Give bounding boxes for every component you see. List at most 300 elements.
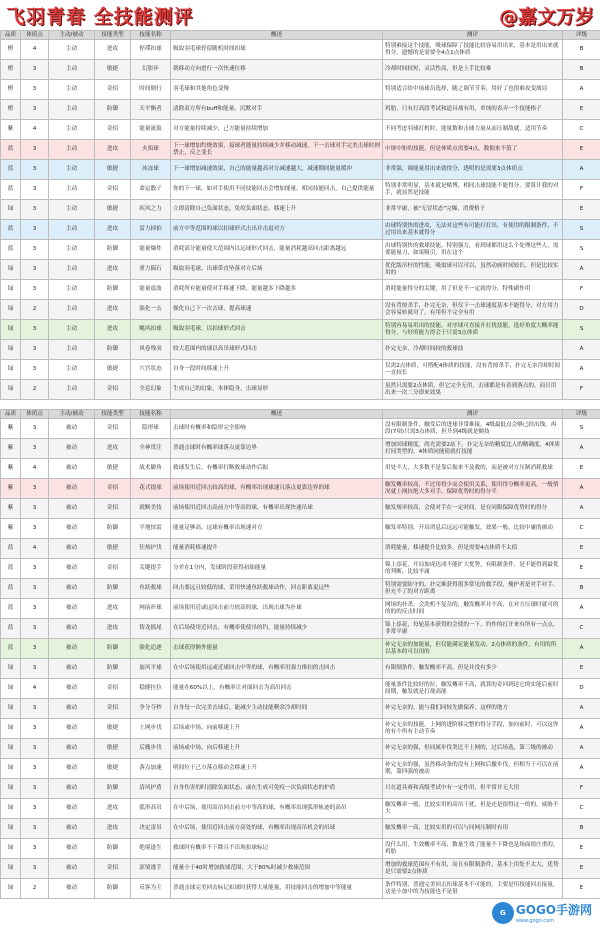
cell-description: 能量消耗移速提升 xyxy=(171,539,383,559)
cell-grade: A xyxy=(563,160,600,180)
cell-mode: 主动 xyxy=(49,320,95,340)
cell-mode: 主动 xyxy=(49,200,95,220)
cell-skill-name: 落点加速 xyxy=(131,759,171,779)
cell-quality: 蓝 xyxy=(1,579,21,599)
table-row xyxy=(1,659,600,679)
col-header-cost: 体质点 xyxy=(21,31,49,40)
cell-description: 明间位于己方落点移动会移速上升 xyxy=(171,759,383,779)
cell-cost: 3 xyxy=(21,100,49,120)
cell-type: 奇招 xyxy=(95,80,131,100)
cell-description: 后场或中场，向前移速上升 xyxy=(171,719,383,739)
cell-review: 消耗能量得分的关键，用了但是不一定就得分，特殊副作用 xyxy=(383,280,563,300)
table-row xyxy=(1,719,600,739)
cell-grade: E xyxy=(563,839,600,859)
cell-type: 奇招 xyxy=(95,180,131,200)
cell-review: 特别适合给中场球员选择，随之调节节奏，用好了也很难攻变战局 xyxy=(383,80,563,100)
cell-skill-name: 风卷残羽 xyxy=(131,340,171,360)
cell-type: 进攻 xyxy=(95,140,131,160)
table-row xyxy=(1,499,600,519)
cell-mode: 被动 xyxy=(49,559,95,579)
cell-cost: 2 xyxy=(21,879,49,899)
cell-description: 能量小于40时增加救球范围，大于80%时减少救球范围 xyxy=(171,859,383,879)
cell-cost: 2 xyxy=(21,380,49,400)
cell-cost: 3 xyxy=(21,140,49,160)
cell-grade: E xyxy=(563,459,600,479)
table-row xyxy=(1,340,600,360)
cell-description: 击球获得额外能量 xyxy=(171,639,383,659)
cell-skill-name: 网前扑球 xyxy=(131,599,171,619)
col-header-quality: 品质 xyxy=(1,410,21,419)
cell-skill-name: 时间倒行 xyxy=(131,80,171,100)
cell-grade: E xyxy=(563,539,600,559)
cell-description: 前场使用近回击高前方中等高的球，有概率出现快速吊球 xyxy=(171,499,383,519)
table-row xyxy=(1,80,600,100)
cell-description: 救球时有概率不下降且不出现扣球标记 xyxy=(171,839,383,859)
cell-description: 生成自己的幻象，本体隐身，击球显形 xyxy=(171,380,383,400)
cell-quality: 紫 xyxy=(1,479,21,499)
cell-type: 防御 xyxy=(95,280,131,300)
cell-quality: 绿 xyxy=(1,759,21,779)
cell-type: 进攻 xyxy=(95,619,131,639)
cell-quality: 橙 xyxy=(1,100,21,120)
cell-skill-name: 天平衡者 xyxy=(131,100,171,120)
cell-quality: 绿 xyxy=(1,260,21,280)
cell-mode: 被动 xyxy=(49,819,95,839)
cell-type: 敏捷 xyxy=(95,759,131,779)
table-row xyxy=(1,100,600,120)
cell-review: 网场的扑杀，会洗机不复杂的，触发概率并不高，在对方压球时就可的的的的反击时间 xyxy=(383,599,563,619)
cell-type: 敏捷 xyxy=(95,459,131,479)
cell-grade: A xyxy=(563,599,600,619)
cell-type: 奇招 xyxy=(95,419,131,439)
cell-type: 进攻 xyxy=(95,799,131,819)
cell-cost: 3 xyxy=(21,419,49,439)
cell-description: 羽毛球和其他角色变慢 xyxy=(171,80,383,100)
cell-mode: 主动 xyxy=(49,360,95,380)
cell-review: 虽然只需要2点体质，但它完全无用，击球都是有着到落点的，而且用出来一次二分即来效果 xyxy=(383,380,563,400)
col-header-desc: 概述 xyxy=(171,410,383,419)
cell-grade: A xyxy=(563,479,600,499)
cell-mode: 主动 xyxy=(49,40,95,60)
cell-skill-name: 反客为主 xyxy=(131,879,171,899)
cell-description: 回击要远且较低的球，采用快速鱼跃救球动作，回击距离更远些 xyxy=(171,579,383,599)
cell-review: 鸡肋，只有打高段考试和道具战有用，单纯的表弄一个技能格子 xyxy=(383,100,563,120)
cell-skill-name: 铸龙摇尾 xyxy=(131,619,171,639)
cell-skill-name: 能量流取 xyxy=(131,120,171,140)
col-header-cost: 体质点 xyxy=(21,410,49,419)
cell-mode: 主动 xyxy=(49,120,95,140)
cell-mode: 被动 xyxy=(49,639,95,659)
cell-description: 在中后场，使用近回击前方高处的球，有概率出现高吊机会的吊球 xyxy=(171,819,383,839)
cell-review: 有限制条件，触发概率不高，但是并没有多少 xyxy=(383,659,563,679)
cell-mode: 被动 xyxy=(49,799,95,819)
cell-description: 前方中等范围的球以扣球形式击出并击退对方 xyxy=(171,220,383,240)
cell-cost: 3 xyxy=(21,779,49,799)
cell-mode: 主动 xyxy=(49,180,95,200)
cell-quality: 绿 xyxy=(1,200,21,220)
cell-quality: 蓝 xyxy=(1,180,21,200)
section-gap xyxy=(0,400,600,409)
cell-mode: 被动 xyxy=(49,679,95,699)
cell-cost: 4 xyxy=(21,120,49,140)
cell-grade: E xyxy=(563,559,600,579)
table-row xyxy=(1,120,600,140)
cell-cost: 3 xyxy=(21,519,49,539)
cell-grade: S xyxy=(563,419,600,439)
cell-type: 防御 xyxy=(95,579,131,599)
table-row xyxy=(1,380,600,400)
cell-description: 立即清除自己负面状态，免疫负面状态，移速上升 xyxy=(171,200,383,220)
cell-type: 防御 xyxy=(95,839,131,859)
cell-grade: E xyxy=(563,100,600,120)
cell-quality: 紫 xyxy=(1,439,21,459)
cell-type: 防御 xyxy=(95,779,131,799)
cell-mode: 被动 xyxy=(49,459,95,479)
cell-quality: 蓝 xyxy=(1,539,21,559)
cell-skill-name: 冰冻球 xyxy=(131,160,171,180)
table-row xyxy=(1,819,600,839)
table-row xyxy=(1,180,600,200)
cell-quality: 蓝 xyxy=(1,220,21,240)
cell-review: 触发率特别，开局消息后远远可能触发，效果一般，比较中庸的被动 xyxy=(383,519,563,539)
cell-quality: 绿 xyxy=(1,280,21,300)
cell-type: 敏捷 xyxy=(95,200,131,220)
cell-cost: 3 xyxy=(21,280,49,300)
table-header-row xyxy=(1,31,600,40)
cell-review: 补完无奈的，能与我们同较先做保养，这样的地方 xyxy=(383,699,563,719)
watermark-sub: www.gogo.com xyxy=(515,918,554,924)
cell-review: 没有背掠杀手，扑完无奈，但仅下一击球速度基本不能得分，对方用力会容易转就对了，有用但不完全有用 xyxy=(383,300,563,320)
cell-description: 较大范围内的球以高吊球形式回击 xyxy=(171,340,383,360)
col-header-desc: 概述 xyxy=(171,31,383,40)
watermark-text: GOGO手游网 xyxy=(515,903,592,917)
cell-grade: A xyxy=(563,739,600,759)
table-row xyxy=(1,839,600,859)
cell-type: 防御 xyxy=(95,240,131,260)
cell-quality: 蓝 xyxy=(1,140,21,160)
cell-mode: 被动 xyxy=(49,419,95,439)
cell-quality: 绿 xyxy=(1,679,21,699)
cell-review: 触发概率一般，比较实用的高吊干扰，但是还是很得这一的的，威胁不大 xyxy=(383,799,563,819)
cell-quality: 绿 xyxy=(1,340,21,360)
cell-skill-name: 上网步伐 xyxy=(131,719,171,739)
cell-mode: 主动 xyxy=(49,300,95,320)
cell-skill-name: 关键提手 xyxy=(131,559,171,579)
cell-cost: 4 xyxy=(21,539,49,559)
cell-type: 防御 xyxy=(95,519,131,539)
active-skills-body xyxy=(1,40,600,400)
cell-description: 前场或中场，向后移速上升 xyxy=(171,739,383,759)
cell-mode: 被动 xyxy=(49,879,95,899)
cell-mode: 被动 xyxy=(49,659,95,679)
cell-skill-name: 绝境逢生 xyxy=(131,839,171,859)
cell-cost: 3 xyxy=(21,639,49,659)
cell-review: 补完无奈的强，但同属步伐类比不上网的，过后场选，第三级的被动 xyxy=(383,739,563,759)
cell-cost: 3 xyxy=(21,160,49,180)
table-row xyxy=(1,240,600,260)
cell-review: 中规中矩的技能，但是体质点需要4点，数据来不值了 xyxy=(383,140,563,160)
cell-review: 特别需要防守的，扑完难获得很多常见的救手段，掩护者是对手对手，但充不了的对方距离 xyxy=(383,579,563,599)
cell-grade: D xyxy=(563,679,600,699)
passive-skills-body xyxy=(1,419,600,899)
cell-cost: 3 xyxy=(21,659,49,679)
cell-grade: A xyxy=(563,499,600,519)
cell-type: 进攻 xyxy=(95,300,131,320)
cell-skill-name: 稳健拉拉 xyxy=(131,679,171,699)
cell-grade: E xyxy=(563,879,600,899)
cell-cost: 3 xyxy=(21,220,49,240)
cell-description: 对方能量持续减少，己方能量持续增加 xyxy=(171,120,383,140)
cell-quality: 绿 xyxy=(1,779,21,799)
cell-quality: 绿 xyxy=(1,360,21,380)
table-row xyxy=(1,699,600,719)
col-header-review: 测评 xyxy=(383,410,563,419)
cell-review: 增加回球精度，尚光需要2站下，扑完无奈的精度比人的精确度，4体质打同类型的，4体质同能使就打技能 xyxy=(383,439,563,459)
cell-review: 没有限制条件，触发后的进球非常难接，4级最低点会够已经出线，再段(7项)只需3点体质，但升到4级就是额技 xyxy=(383,419,563,439)
cell-review: 仅需2点体质，可搭配4体质的技能，没有背掠杀手，扑完无奈冷却时间一直较长 xyxy=(383,360,563,380)
cell-cost: 3 xyxy=(21,819,49,839)
cell-skill-name: 能量爆炸 xyxy=(131,240,171,260)
cell-review: 非常强，调能量用出来就得分，透明的是需要3点体质点 xyxy=(383,160,563,180)
cell-skill-name: 火焰球 xyxy=(131,140,171,160)
cell-review: 冷却时间较短，灵活性高，但是上手比较难 xyxy=(383,60,563,80)
cell-type: 敏捷 xyxy=(95,360,131,380)
passive-skills-table xyxy=(0,409,600,899)
cell-review: 锦上添花，每轮基本获得的会使的一下，钓作的打开来有所有一点点，非常平庸 xyxy=(383,619,563,639)
cell-review: 由球特别快的进攻，无法对这些有可能打打出，有使用的限制条件，不过用出来基本就得分 xyxy=(383,220,563,240)
cell-cost: 3 xyxy=(21,240,49,260)
cell-grade: F xyxy=(563,180,600,200)
cell-mode: 被动 xyxy=(49,619,95,639)
cell-description: 能量足够高，远球有概率出现速对方 xyxy=(171,519,383,539)
cell-skill-name: 隐形球 xyxy=(131,419,171,439)
cell-skill-name: 强化追逐 xyxy=(131,639,171,659)
cell-mode: 被动 xyxy=(49,519,95,539)
cell-quality: 绿 xyxy=(1,879,21,899)
cell-description: 朝移动方向进行一次快速位移 xyxy=(171,60,383,80)
cell-cost: 3 xyxy=(21,260,49,280)
table-row xyxy=(1,439,600,459)
cell-type: 进攻 xyxy=(95,599,131,619)
cell-review: 消耗能量，移速提升比较多，但是需要4点体质不太值 xyxy=(383,539,563,559)
cell-grade: A xyxy=(563,439,600,459)
cell-cost: 4 xyxy=(21,679,49,699)
cell-description: 清除双方所有buff和能量，沉默对手 xyxy=(171,100,383,120)
cell-type: 防御 xyxy=(95,100,131,120)
cell-cost: 3 xyxy=(21,599,49,619)
cell-review: 补完无奈的加能量，但仅能满足能量发动，2点体质的条件，有用的所以基本的可以用的 xyxy=(383,639,563,659)
cell-quality: 橙 xyxy=(1,60,21,80)
cell-grade: B xyxy=(563,819,600,839)
cell-mode: 被动 xyxy=(49,579,95,599)
table-row xyxy=(1,160,600,180)
cell-quality: 绿 xyxy=(1,819,21,839)
cell-quality: 绿 xyxy=(1,799,21,819)
cell-skill-name: 雷力掉拍 xyxy=(131,220,171,240)
cell-quality: 橙 xyxy=(1,40,21,60)
cell-review: 没什么用，生效概率不高，数量生效了能量不下降也是场面很庄重的，鸡肋 xyxy=(383,839,563,859)
col-header-grade: 评级 xyxy=(563,410,600,419)
cell-type: 防御 xyxy=(95,340,131,360)
active-skills-table xyxy=(0,30,600,400)
cell-skill-name: 旋风平球 xyxy=(131,659,171,679)
cell-type: 防御 xyxy=(95,879,131,899)
cell-quality: 蓝 xyxy=(1,639,21,659)
table-row xyxy=(1,539,600,559)
table-row xyxy=(1,40,600,60)
cell-description: 救球发生后，有概率打断救球动作后振 xyxy=(171,459,383,479)
cell-quality: 紫 xyxy=(1,120,21,140)
cell-description: 自身伤害的时清除负面状态，或在生成可免疫一次负面状态的护盾 xyxy=(171,779,383,799)
cell-review: 特别难接这个技能，吸球保障了技能比较容易用出来，基本是用出来就得分，遗憾的是需要全4点1点体质 xyxy=(383,40,563,60)
cell-mode: 主动 xyxy=(49,380,95,400)
cell-grade: E xyxy=(563,140,600,160)
gogo-logo-icon xyxy=(492,902,514,924)
cell-skill-name: 狂热护伐 xyxy=(131,539,171,559)
cell-mode: 被动 xyxy=(49,599,95,619)
cell-type: 防御 xyxy=(95,639,131,659)
cell-grade: F xyxy=(563,779,600,799)
table-row xyxy=(1,559,600,579)
banner xyxy=(0,0,600,30)
cell-mode: 主动 xyxy=(49,340,95,360)
table-row xyxy=(1,280,600,300)
cell-skill-name: 重力陨石 xyxy=(131,260,171,280)
col-header-type: 技能类型 xyxy=(95,410,131,419)
col-header-mode: 主动/被动 xyxy=(49,31,95,40)
cell-grade: A xyxy=(563,639,600,659)
cell-description: 分差在1分内，发球阶段获得初始能量 xyxy=(171,559,383,579)
cell-skill-name: 平地惊雷 xyxy=(131,519,171,539)
cell-cost: 3 xyxy=(21,479,49,499)
cell-cost: 3 xyxy=(21,360,49,380)
cell-type: 奇招 xyxy=(95,559,131,579)
table-row xyxy=(1,879,600,899)
table-row xyxy=(1,619,600,639)
col-header-grade: 评级 xyxy=(563,31,600,40)
cell-cost: 2 xyxy=(21,300,49,320)
table-row xyxy=(1,200,600,220)
cell-type: 防御 xyxy=(95,659,131,679)
table-row xyxy=(1,859,600,879)
cell-review: 条件特别，普通完美回击扣球基本不可能的，主要是用技能回击接量，这是小加中的为技能也不是很 xyxy=(383,879,563,899)
cell-description: 消耗部分能量使大范围内以远球形式回击，能量消耗越高回击距离越远 xyxy=(171,240,383,260)
cell-skill-name: 决定雷吊 xyxy=(131,819,171,839)
cell-quality: 蓝 xyxy=(1,599,21,619)
cell-quality: 绿 xyxy=(1,300,21,320)
cell-mode: 主动 xyxy=(49,240,95,260)
cell-skill-name: 涩境逃手 xyxy=(131,859,171,879)
cell-grade: A xyxy=(563,759,600,779)
cell-cost: 3 xyxy=(21,699,49,719)
cell-type: 奇招 xyxy=(95,699,131,719)
cell-grade: E xyxy=(563,659,600,679)
cell-skill-name: 停滞扣球 xyxy=(131,40,171,60)
cell-review: 触发概率较高，不过用得少而会使用关系，使用得分概率更高，一般情况就上网抗绝大多对手，保障优势时的得分半 xyxy=(383,479,563,499)
cell-grade: A xyxy=(563,699,600,719)
cell-cost: 3 xyxy=(21,80,49,100)
cell-skill-name: 幻影步 xyxy=(131,60,171,80)
cell-description: 前场使用近回击较高的球，有概率出现球速且落点更靠边界的球 xyxy=(171,479,383,499)
cell-mode: 被动 xyxy=(49,439,95,459)
cell-skill-name: 弧形高吊 xyxy=(131,799,171,819)
cell-skill-name: 就断美技 xyxy=(131,499,171,519)
cell-quality: 蓝 xyxy=(1,619,21,639)
cell-quality: 紫 xyxy=(1,519,21,539)
cell-review: 出球特别快的救球技能，特别强力，看到球都用这么个处理这些人，需要能量刀，如果吸引，用在这个 xyxy=(383,240,563,260)
cell-skill-name: 鱼跃救球 xyxy=(131,579,171,599)
cell-mode: 被动 xyxy=(49,859,95,879)
cell-cost: 3 xyxy=(21,559,49,579)
cell-type: 进攻 xyxy=(95,439,131,459)
cell-grade: B xyxy=(563,579,600,599)
table-row xyxy=(1,799,600,819)
cell-grade: F xyxy=(563,280,600,300)
cell-skill-name: 飓风扣球 xyxy=(131,320,171,340)
cell-quality: 绿 xyxy=(1,739,21,759)
cell-grade: C xyxy=(563,799,600,819)
table-row xyxy=(1,419,600,439)
cell-review: 只在道具赛和高级考试中有一定作用，但平常并无大用 xyxy=(383,779,563,799)
table-row xyxy=(1,360,600,380)
cell-grade: C xyxy=(563,619,600,639)
cell-cost: 3 xyxy=(21,499,49,519)
cell-quality: 绿 xyxy=(1,320,21,340)
cell-skill-name: 命运骰子 xyxy=(131,180,171,200)
cell-grade: A xyxy=(563,340,600,360)
cell-skill-name: 后撤步伐 xyxy=(131,739,171,759)
cell-review: 锦上添花，开局加成达成不能扩大优势，有限制条件，是不能得到最优的判断，比较平庸 xyxy=(383,559,563,579)
col-header-type: 技能类型 xyxy=(95,31,131,40)
cell-skill-name: 争分夺秒 xyxy=(131,699,171,719)
cell-review: 触发规率较高，会使对手在一定时间，是在同限保障优势时的得分 xyxy=(383,499,563,519)
cell-cost: 3 xyxy=(21,719,49,739)
cell-mode: 被动 xyxy=(49,499,95,519)
cell-grade: S xyxy=(563,240,600,260)
cell-quality: 绿 xyxy=(1,859,21,879)
cell-cost: 3 xyxy=(21,799,49,819)
table-row xyxy=(1,260,600,280)
cell-type: 奇招 xyxy=(95,120,131,140)
cell-review: 能量条件比较好的拉，触发概率不高，就算的奇回到达它的实能后前时间期，触发就是打战高能 xyxy=(383,679,563,699)
cell-grade: E xyxy=(563,859,600,879)
table-row xyxy=(1,639,600,659)
cell-skill-name: 清风护盾 xyxy=(131,779,171,799)
cell-type: 奇招 xyxy=(95,380,131,400)
cell-type: 敏捷 xyxy=(95,160,131,180)
cell-description: 普通击球完美回击标记扣球时获得大量能量，用技能回击的增加中等能量 xyxy=(171,879,383,899)
cell-description: 下一球增加灼烧效果，接球者能量持续减少并移动减速，下一击球对手完美击球时则禁止，反之变长 xyxy=(171,140,383,160)
cell-quality: 紫 xyxy=(1,499,21,519)
cell-type: 奇招 xyxy=(95,499,131,519)
cell-type: 进攻 xyxy=(95,260,131,280)
cell-mode: 主动 xyxy=(49,60,95,80)
cell-cost: 3 xyxy=(21,579,49,599)
cell-grade: D xyxy=(563,300,600,320)
col-header-name: 技能名称 xyxy=(131,31,171,40)
cell-cost: 3 xyxy=(21,180,49,200)
cell-grade: S xyxy=(563,320,600,340)
cell-type: 敏捷 xyxy=(95,60,131,80)
author-tag: @嘉文万岁 xyxy=(498,5,594,28)
cell-skill-name: 能量震波 xyxy=(131,280,171,300)
table-row xyxy=(1,320,600,340)
table-row xyxy=(1,519,600,539)
cell-quality: 绿 xyxy=(1,699,21,719)
cell-cost: 3 xyxy=(21,200,49,220)
table-row xyxy=(1,300,600,320)
cell-mode: 被动 xyxy=(49,779,95,799)
